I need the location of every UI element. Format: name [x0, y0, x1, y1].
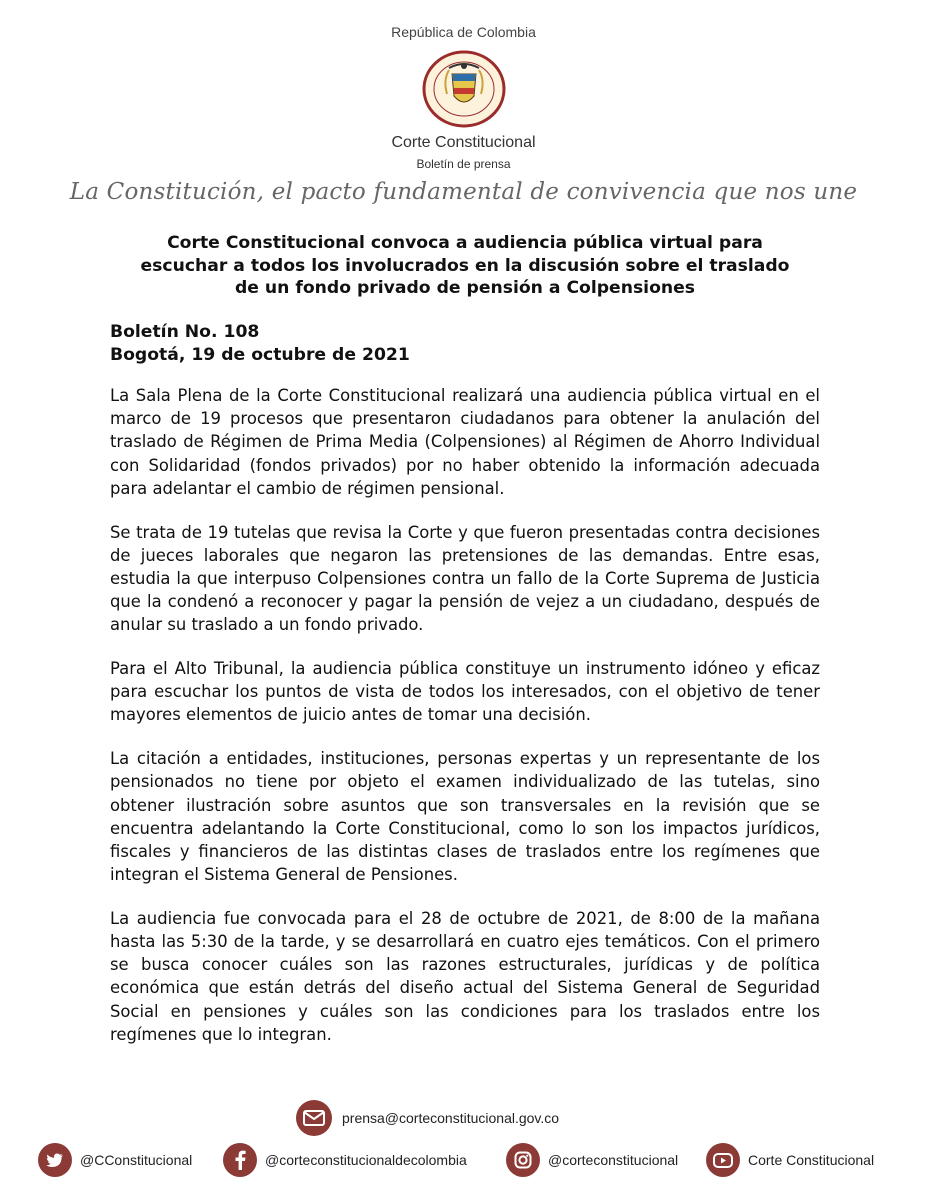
court-name: Corte Constitucional: [391, 134, 536, 151]
instagram-icon: [506, 1143, 540, 1177]
twitter-link[interactable]: [38, 1138, 192, 1182]
instagram-handle[interactable]: @corteconstitucional: [548, 1152, 679, 1168]
court-seal-icon: [419, 50, 509, 128]
country-name: República de Colombia: [391, 24, 536, 40]
body-paragraph: La audiencia fue convocada para el 28 de octubre de 2021, de 8:00 de la mañana hasta las 5:30 de la tarde, y se desarrollará en cuatro ejes temáticos. Con el primero se busca conocer cuáles son las razones estructurales, jurídicas y de política económica que están detrás del diseño actual del Sistema General de Seguridad Social en pensiones y cuáles son las condiciones para los traslados entre los regímenes que lo integran.: [110, 908, 820, 1044]
email-address[interactable]: prensa@corteconstitucional.gov.co: [342, 1110, 560, 1126]
place-date: Bogotá, 19 de octubre de 2021: [110, 345, 410, 365]
facebook-icon: [223, 1143, 257, 1177]
social-links: [38, 1138, 898, 1182]
email-icon: [296, 1100, 332, 1136]
youtube-channel[interactable]: Corte Constitucional: [748, 1152, 875, 1168]
instagram-link[interactable]: [506, 1138, 678, 1182]
youtube-link[interactable]: [706, 1138, 874, 1182]
headline-line: Corte Constitucional convoca a audiencia pública virtual para: [167, 233, 763, 253]
headline-line: escuchar a todos los involucrados en la discusión sobre el traslado: [140, 255, 790, 276]
headline: [110, 232, 820, 300]
youtube-icon: [706, 1143, 740, 1177]
court-motto: La Constitución, el pacto fundamental de convivencia que nos une: [69, 179, 858, 205]
bulletin-meta: [110, 321, 820, 367]
facebook-link[interactable]: [223, 1138, 467, 1182]
facebook-handle[interactable]: @corteconstitucionaldecolombia: [265, 1152, 467, 1168]
body-paragraph: La Sala Plena de la Corte Constitucional realizará una audiencia pública virtual en el marco de 19 procesos que presentaron ciudadanos para obtener la anulación del traslado de Régimen de Prima Media (Colpensiones) al Régimen de Ahorro Individual con Solidaridad (fondos privados) por no haber obtenido la información adecuada para adelantar el cambio de régimen pensional.: [110, 386, 820, 498]
twitter-handle[interactable]: @CConstitucional: [80, 1152, 193, 1168]
press-bulletin-label: Boletín de prensa: [416, 157, 511, 171]
twitter-icon: [38, 1143, 72, 1177]
headline-line: de un fondo privado de pensión a Colpensiones: [234, 278, 696, 298]
bulletin-number: Boletín No. 108: [110, 322, 260, 342]
body-paragraph: La citación a entidades, instituciones, personas expertas y un representante de los pensionados no tiene por objeto el examen individualizado de las tutelas, sino obtener ilustración sobre asuntos que son transversales en la revisión que se encuentra adelantando la Corte Constitucional, como lo son los impactos jurídicos, fiscales y financieros de las distintas clases de traslados entre los regímenes que integran el Sistema General de Pensiones.: [110, 749, 820, 885]
body-paragraph: Para el Alto Tribunal, la audiencia pública constituye un instrumento idóneo y eficaz para escuchar los puntos de vista de todos los interesados, con el objetivo de tener mayores elementos de juicio antes de tomar una decisión.: [110, 659, 820, 725]
footer-email[interactable]: [296, 1100, 559, 1136]
body-paragraph: Se trata de 19 tutelas que revisa la Corte y que fueron presentadas contra decisiones de jueces laborales que negaron las pretensiones de las demandas. Entre esas, estudia la que interpuso Colpensiones contra un fallo de la Corte Suprema de Justicia que la condenó a reconocer y pagar la pensión de vejez a un ciudadano, después de anular su traslado a un fondo privado.: [110, 522, 820, 635]
bulletin-body: [110, 384, 820, 1067]
